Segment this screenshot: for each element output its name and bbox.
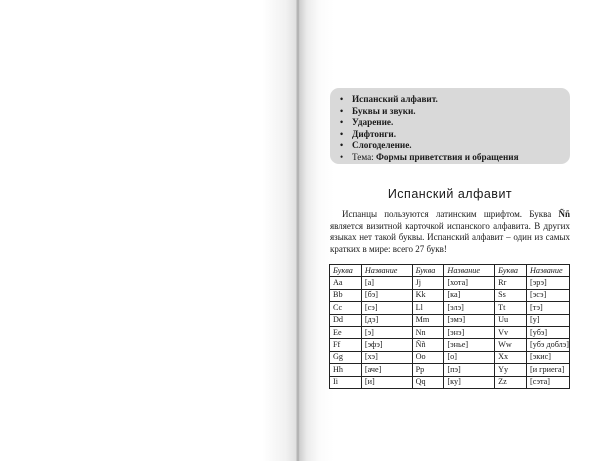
lesson-topics-list [340, 94, 562, 164]
intro-text-2: является визитной карточкой испанского алфавита. В других языках нет такой буквы. Испанский алфавит – один из самых кратких в мире: всего 27 букв! [330, 220, 570, 254]
letter-cell: Vv [495, 326, 527, 338]
letter-cell: Xx [495, 351, 527, 363]
letter-name-cell: [хота] [444, 277, 495, 289]
letter-cell: Ff [330, 339, 362, 351]
col-header: Буква [412, 265, 444, 277]
table-row [330, 326, 570, 338]
letter-cell: Ee [330, 326, 362, 338]
letter-cell: Tt [495, 302, 527, 314]
col-header: Название [444, 265, 495, 277]
letter-cell: Aa [330, 277, 362, 289]
table-row [330, 289, 570, 301]
table-row [330, 339, 570, 351]
letter-name-cell: [э] [361, 326, 412, 338]
topic-item: • Слогоделение. [340, 140, 562, 152]
letter-cell: Ww [495, 339, 527, 351]
alphabet-table [329, 264, 570, 389]
letter-cell: Qq [412, 376, 444, 388]
theme-prefix: Тема: [352, 151, 377, 162]
table-row [330, 351, 570, 363]
topic-item: • Испанский алфавит. [340, 94, 562, 106]
intro-highlight-letter: Ññ [558, 209, 570, 219]
letter-cell: Rr [495, 277, 527, 289]
letter-name-cell: [аче] [361, 364, 412, 376]
letter-cell: Ii [330, 376, 362, 388]
letter-cell: Nn [412, 326, 444, 338]
letter-cell: Yy [495, 364, 527, 376]
letter-name-cell: [и гриега] [527, 364, 570, 376]
letter-cell: Oo [412, 351, 444, 363]
topic-item: • Ударение. [340, 117, 562, 129]
col-header: Название [527, 265, 570, 277]
topic-item-theme [340, 152, 562, 164]
table-row [330, 376, 570, 388]
table-row [330, 277, 570, 289]
letter-cell: Mm [412, 314, 444, 326]
alphabet-table-body [330, 277, 570, 389]
topic-item: • Буквы и звуки. [340, 106, 562, 118]
col-header: Название [361, 265, 412, 277]
letter-name-cell: [у] [527, 314, 570, 326]
letter-cell: Jj [412, 277, 444, 289]
letter-cell: Gg [330, 351, 362, 363]
letter-name-cell: [пэ] [444, 364, 495, 376]
letter-name-cell: [эфэ] [361, 339, 412, 351]
table-header-row [330, 265, 570, 277]
table-row [330, 302, 570, 314]
letter-name-cell: [а] [361, 277, 412, 289]
table-row [330, 364, 570, 376]
letter-cell: Ll [412, 302, 444, 314]
letter-cell: Bb [330, 289, 362, 301]
intro-paragraph [330, 209, 570, 255]
letter-name-cell: [сэта] [527, 376, 570, 388]
letter-name-cell: [эмэ] [444, 314, 495, 326]
letter-name-cell: [элэ] [444, 302, 495, 314]
letter-name-cell: [тэ] [527, 302, 570, 314]
letter-cell: Ññ [412, 339, 444, 351]
letter-name-cell: [эрэ] [527, 277, 570, 289]
letter-cell: Dd [330, 314, 362, 326]
letter-cell: Cc [330, 302, 362, 314]
theme-label: Формы приветствия и обращения [376, 151, 519, 162]
letter-name-cell: [и] [361, 376, 412, 388]
topic-item: • Дифтонги. [340, 129, 562, 141]
letter-cell: Ss [495, 289, 527, 301]
book-gutter [296, 0, 300, 461]
letter-name-cell: [о] [444, 351, 495, 363]
letter-name-cell: [бэ] [361, 289, 412, 301]
letter-name-cell: [хэ] [361, 351, 412, 363]
letter-name-cell: [дэ] [361, 314, 412, 326]
col-header: Буква [495, 265, 527, 277]
letter-name-cell: [убэ] [527, 326, 570, 338]
letter-name-cell: [убэ доблэ] [527, 339, 570, 351]
left-page [0, 0, 298, 461]
letter-name-cell: [энэ] [444, 326, 495, 338]
letter-cell: Kk [412, 289, 444, 301]
letter-name-cell: [эсэ] [527, 289, 570, 301]
letter-cell: Hh [330, 364, 362, 376]
col-header: Буква [330, 265, 362, 277]
letter-cell: Uu [495, 314, 527, 326]
section-title: Испанский алфавит [387, 187, 513, 201]
letter-cell: Pp [412, 364, 444, 376]
letter-name-cell: [энье] [444, 339, 495, 351]
table-row [330, 314, 570, 326]
letter-name-cell: [экис] [527, 351, 570, 363]
intro-text-1: Испанцы пользуются латинским шрифтом. Буква [342, 209, 559, 219]
letter-cell: Zz [495, 376, 527, 388]
letter-name-cell: [ку] [444, 376, 495, 388]
lesson-topics-box [330, 88, 570, 164]
letter-name-cell: [сэ] [361, 302, 412, 314]
letter-name-cell: [ка] [444, 289, 495, 301]
